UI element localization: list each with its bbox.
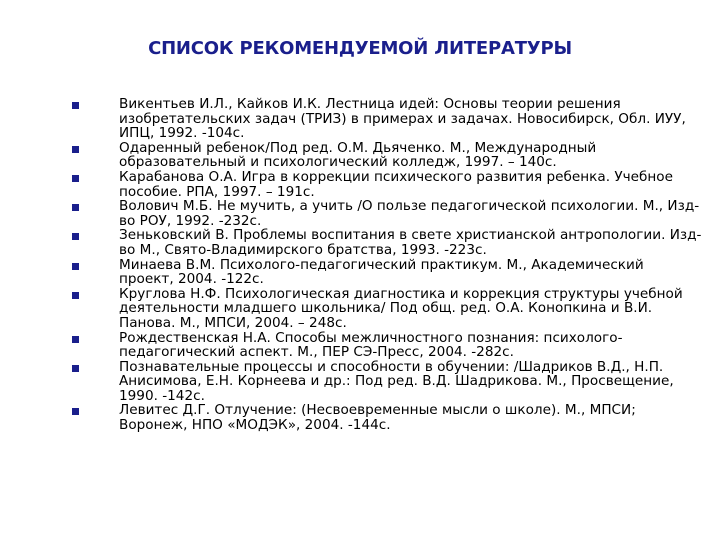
- reference-text: Минаева В.М. Психолого-педагогический практикум. М., Академический проект, 2004. -122с.: [119, 256, 644, 288]
- reference-text: Одаренный ребенок/Под ред. О.М. Дьяченко. М., Международный образовательный и психологический колледж, 1997. – 140с.: [119, 139, 597, 171]
- square-bullet-icon: [72, 365, 79, 372]
- list-item: [72, 360, 702, 404]
- reference-text: Викентьев И.Л., Кайков И.К. Лестница идей: Основы теории решения изобретательских задач (ТРИЗ) в примерах и задачах. Новосибирск, Обл. ИУУ, ИПЦ, 1992. -104с.: [119, 96, 686, 142]
- square-bullet-icon: [72, 175, 79, 182]
- list-item: [72, 199, 702, 228]
- list-item: [72, 403, 702, 432]
- square-bullet-icon: [72, 263, 79, 270]
- square-bullet-icon: [72, 146, 79, 153]
- list-item: [72, 287, 702, 331]
- reference-text: Левитес Д.Г. Отлучение: (Несвоевременные мысли о школе). М., МПСИ; Воронеж, НПО «МОДЭК», 2004. -144с.: [119, 402, 636, 434]
- list-item: [72, 97, 702, 141]
- list-item: [72, 228, 702, 257]
- square-bullet-icon: [72, 233, 79, 240]
- reference-text: Волович М.Б. Не мучить, а учить /О пользе педагогической психологии. М., Изд-во РОУ, 1992. -232с.: [119, 198, 700, 229]
- page-title: СПИСОК РЕКОМЕНДУЕМОЙ ЛИТЕРАТУРЫ: [148, 38, 572, 59]
- square-bullet-icon: [72, 292, 79, 299]
- list-item: [72, 331, 702, 360]
- list-item: [72, 141, 702, 170]
- reference-text: Рождественская Н.А. Способы межличностного познания: психолого-педагогический аспект. М., ПЕР СЭ-Пресс, 2004. -282с.: [119, 329, 623, 361]
- list-item: [72, 258, 702, 287]
- reference-text: Круглова Н.Ф. Психологическая диагностика и коррекция структуры учебной деятельности младшего школьника/ Под общ. ред. О.А. Конопкина и В.И. Панова. М., МПСИ, 2004. – 248с.: [119, 285, 683, 331]
- list-item: [72, 170, 702, 199]
- square-bullet-icon: [72, 204, 79, 211]
- reference-text: Карабанова О.А. Игра в коррекции психического развития ребенка. Учебное пособие. РПА, 1997. – 191с.: [119, 168, 673, 200]
- square-bullet-icon: [72, 408, 79, 415]
- reference-list: [72, 97, 702, 433]
- square-bullet-icon: [72, 102, 79, 109]
- reference-text: Зеньковский В. Проблемы воспитания в свете христианской антропологии. Изд-во М., Свято-Владимирского братства, 1993. -223с.: [119, 227, 702, 258]
- square-bullet-icon: [72, 336, 79, 343]
- reference-text: Познавательные процессы и способности в обучении: /Шадриков В.Д., Н.П. Анисимова, Е.Н. Корнеева и др.: Под ред. В.Д. Шадрикова. М., Просвещение, 1990. -142с.: [119, 358, 674, 404]
